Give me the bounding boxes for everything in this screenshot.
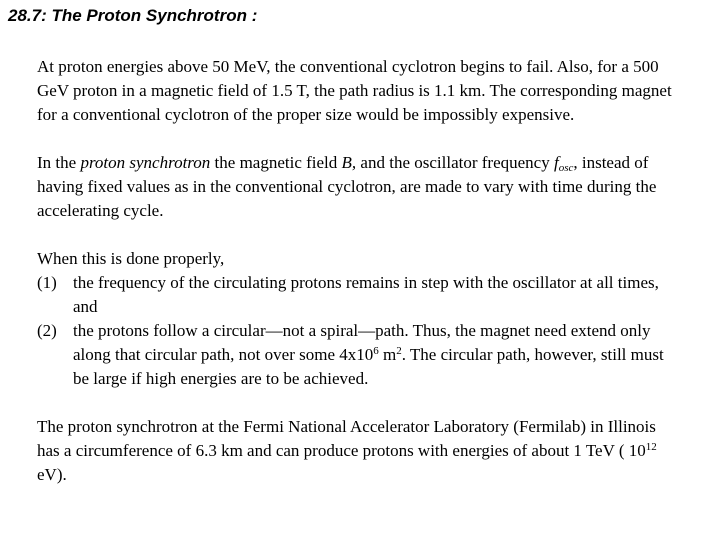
list-item-number: (2)	[37, 321, 57, 340]
text-segment: The proton synchrotron at the Fermi National Accelerator Laboratory (Fermilab) in Illinois has a circumference of 6.3 km and can produce protons with energies of about 1 TeV ( 10	[37, 417, 656, 460]
list-item	[37, 271, 677, 319]
text-segment: . The circular path, however, still must be large if high energies are to be achieved.	[73, 345, 664, 388]
list-item-number: (1)	[37, 273, 57, 292]
conditions-list	[37, 271, 677, 391]
superscript: 2	[396, 345, 402, 357]
body-text	[37, 55, 677, 511]
text-segment: , instead of having fixed values as in the conventional cyclotron, are made to vary with time during the accelerating cycle.	[37, 153, 657, 220]
list-item	[37, 319, 677, 391]
text-segment: the magnetic field	[210, 153, 342, 172]
paragraph-fermilab	[37, 415, 677, 487]
paragraph-synchrotron-definition	[37, 151, 677, 223]
symbol-f: f	[553, 153, 559, 172]
paragraph-intro: At proton energies above 50 MeV, the conventional cyclotron begins to fail. Also, for a 500 GeV proton in a magnetic field of 1.5 T, the path radius is 1.1 km. The corresponding magnet for a conventional cyclotron of the proper size would be impossibly expensive.	[37, 57, 672, 124]
text-segment: In the	[37, 153, 81, 172]
superscript: 12	[645, 441, 657, 453]
text-segment: the protons follow a circular—not a spiral—path. Thus, the magnet need extend only along that circular path, not over some 4x10	[73, 321, 651, 364]
page-title: 28.7: The Proton Synchrotron :	[8, 6, 258, 25]
text-segment: and the oscillator frequency	[356, 153, 554, 172]
list-item-text: the frequency of the circulating protons remains in step with the oscillator at all times, and	[73, 273, 659, 316]
symbol-magnetic-field: B,	[341, 153, 357, 172]
list-item-text	[73, 319, 677, 391]
superscript: 6	[373, 345, 379, 357]
symbol-subscript-osc: osc	[558, 162, 574, 174]
text-segment: m	[378, 345, 397, 364]
text-segment: eV).	[37, 465, 67, 484]
term-proton-synchrotron: proton synchrotron	[80, 153, 211, 172]
symbol-oscillator-frequency	[554, 153, 573, 172]
list-intro: When this is done properly,	[37, 249, 225, 268]
